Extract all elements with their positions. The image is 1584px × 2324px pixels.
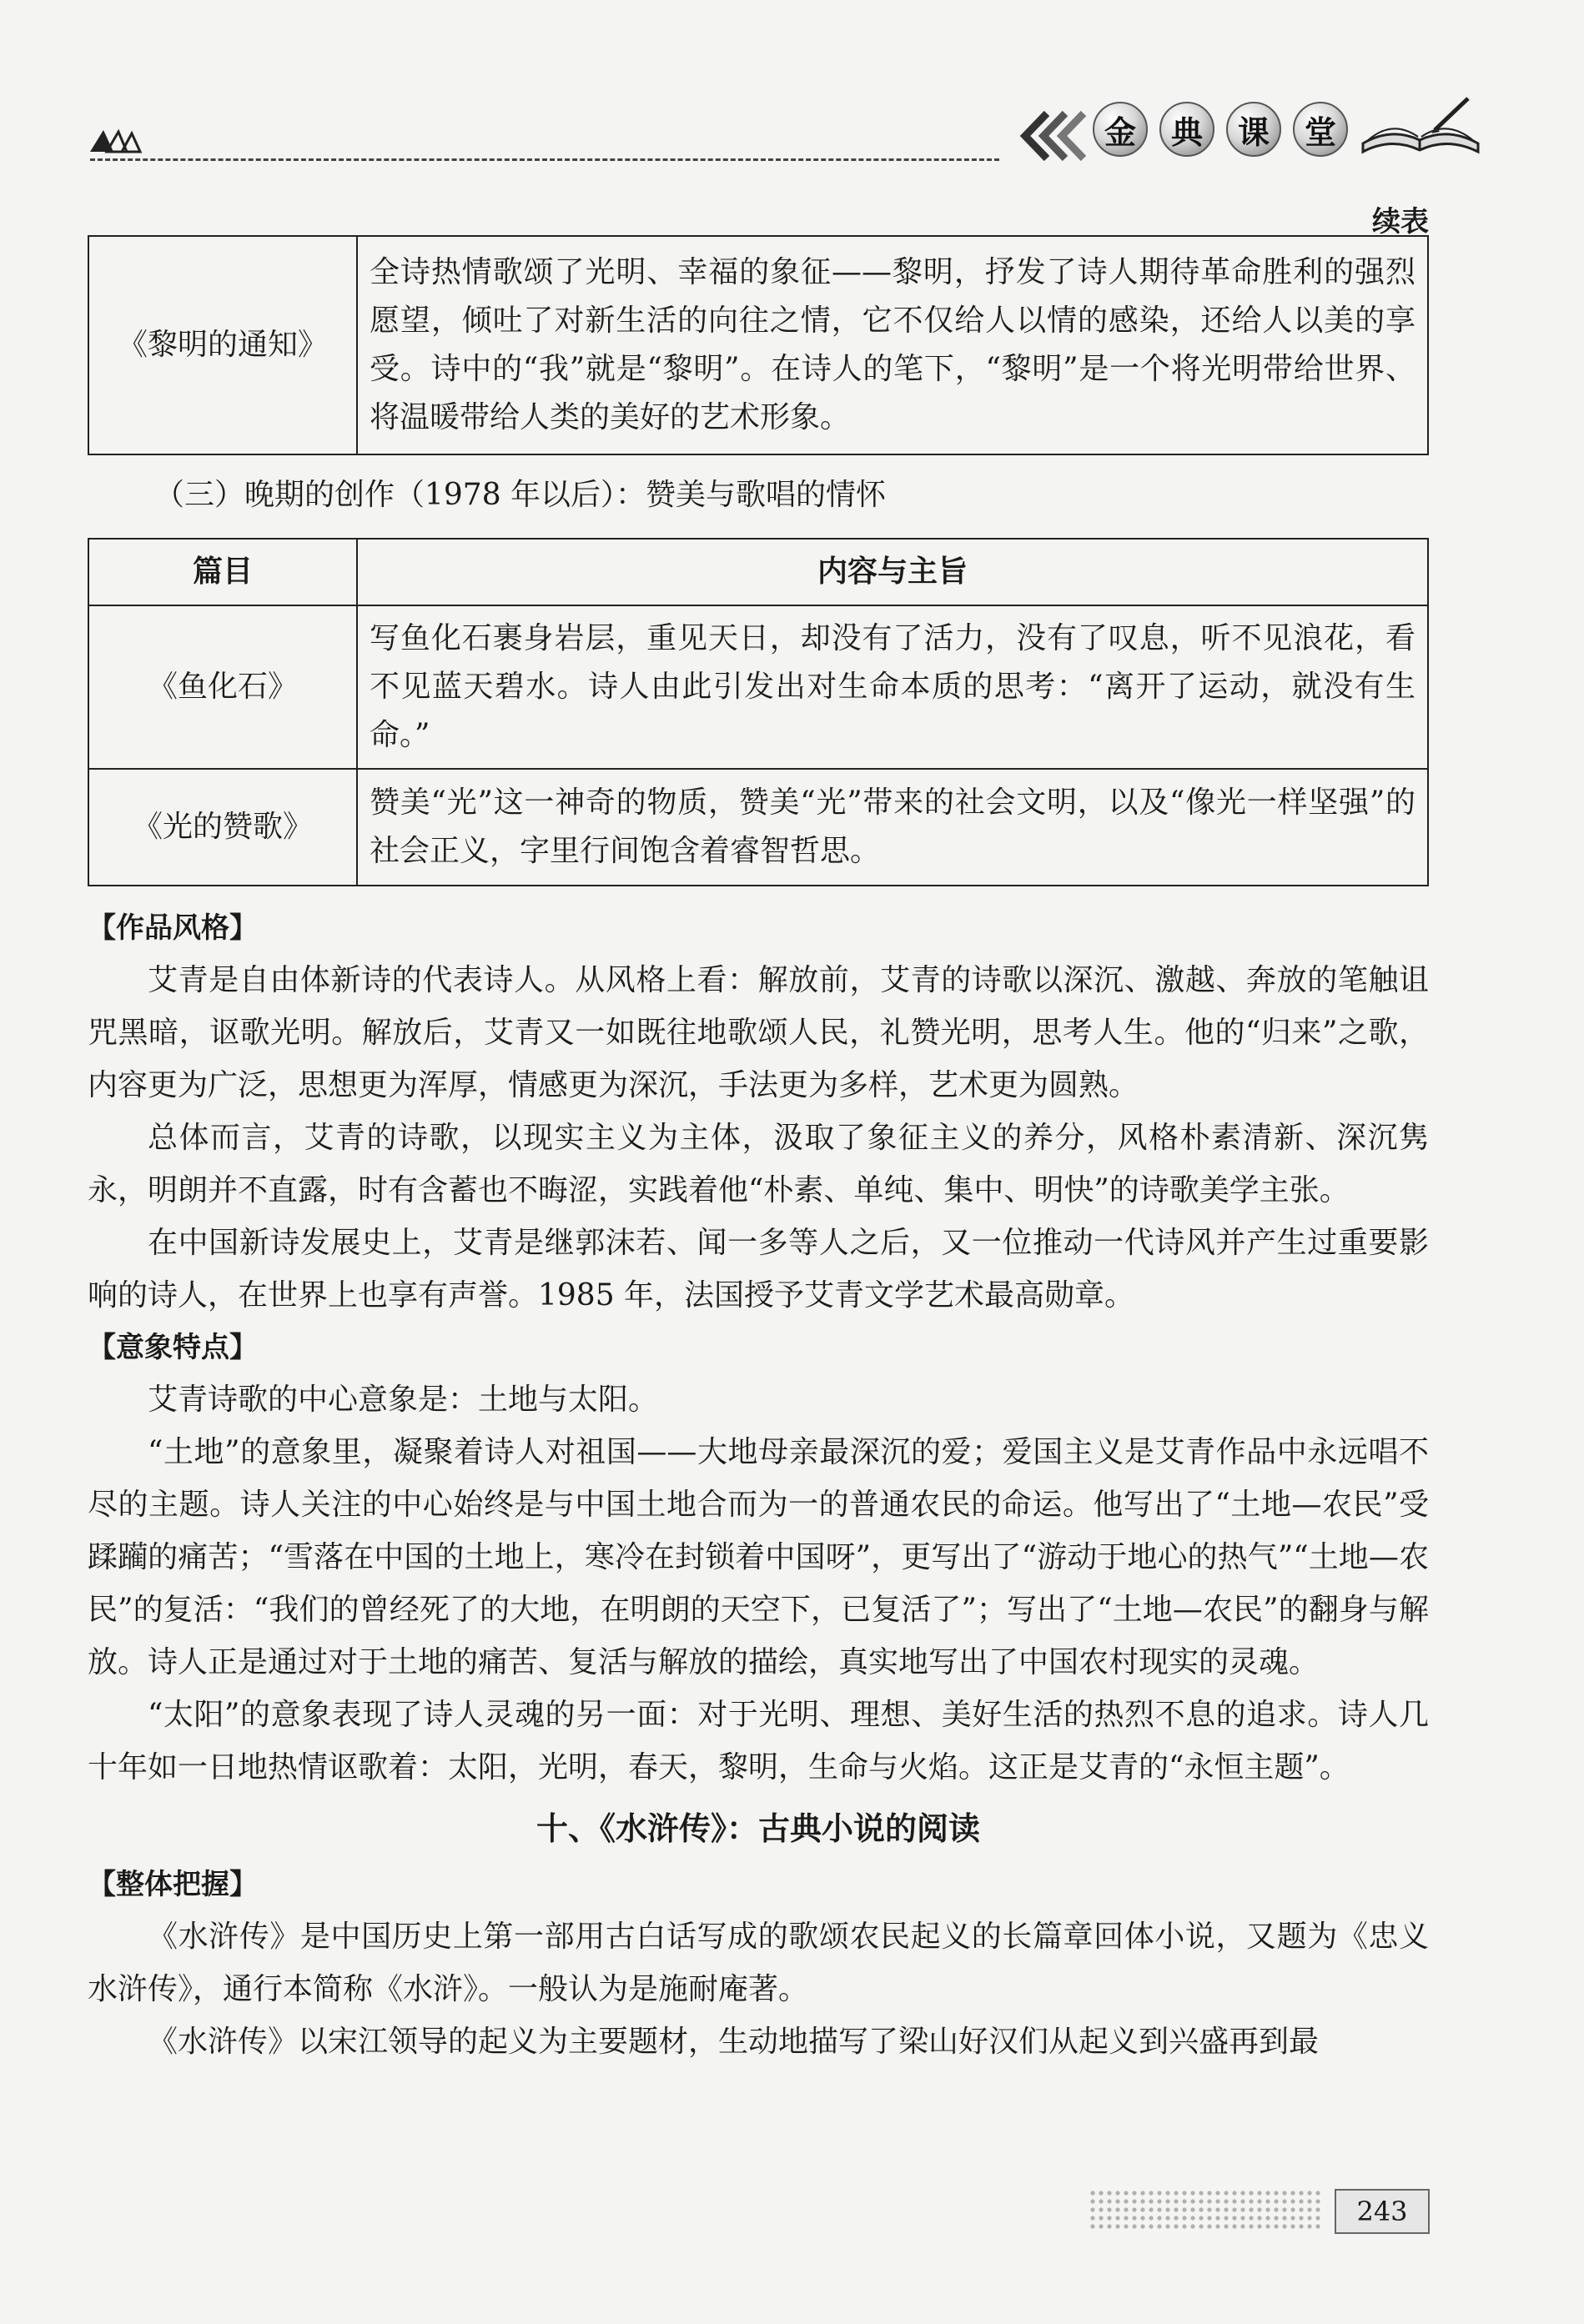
main-content <box>88 902 1429 2068</box>
section-heading-imagery: 【意象特点】 <box>88 1331 258 1364</box>
table-row <box>88 769 1428 886</box>
header-title-char: 典 <box>1159 102 1214 157</box>
table-header-title: 篇目 <box>88 539 357 605</box>
header-title-char: 金 <box>1093 102 1148 157</box>
table-row <box>88 605 1428 769</box>
paragraph: 总体而言，艾青的诗歌，以现实主义为主体，汲取了象征主义的养分，风格朴素清新、深沉隽永，明朗并不直露，时有含蓄也不晦涩，实践着他“朴素、单纯、集中、明快”的诗歌美学主张。 <box>88 1121 1429 1207</box>
continued-label: 续表 <box>1372 205 1429 238</box>
paragraph: 艾青是自由体新诗的代表诗人。从风格上看：解放前，艾青的诗歌以深沉、激越、奔放的笔触诅咒黑暗，讴歌光明。解放后，艾青又一如既往地歌颂人民，礼赞光明，思考人生。他的“归来”之歌，内容更为广泛，思想更为浑厚，情感更为深沉，手法更为多样，艺术更为圆熟。 <box>88 963 1429 1102</box>
table-cell-title: 《黎明的通知》 <box>88 236 357 454</box>
header-title-char: 课 <box>1226 102 1281 157</box>
open-book-pen-icon <box>1358 93 1483 160</box>
paragraph: 艾青诗歌的中心意象是：土地与太阳。 <box>148 1383 659 1417</box>
table-cell-content: 赞美“光”这一神奇的物质，赞美“光”带来的社会文明，以及“像光一样坚强”的社会正义，字里行间饱含着睿智哲思。 <box>357 769 1428 886</box>
table-row <box>88 236 1428 454</box>
paragraph: “太阳”的意象表现了诗人灵魂的另一面：对于光明、理想、美好生活的热烈不息的追求。诗人几十年如一日地热情讴歌着：太阳，光明，春天，黎明，生命与火焰。这正是艾青的“永恒主题”。 <box>88 1698 1429 1784</box>
table-late-works <box>88 538 1429 886</box>
paragraph: 《水浒传》是中国历史上第一部用古白话写成的歌颂农民起义的长篇章回体小说，又题为《忠义水浒传》，通行本简称《水浒》。一般认为是施耐庵著。 <box>88 1920 1429 2006</box>
paragraph: 《水浒传》以宋江领导的起义为主要题材，生动地描写了梁山好汉们从起义到兴盛再到最 <box>148 2025 1320 2059</box>
section-heading-overview: 【整体把握】 <box>88 1868 258 1901</box>
header-divider <box>90 158 999 161</box>
table-cell-content: 写鱼化石裹身岩层，重见天日，却没有了活力，没有了叹息，听不见浪花，看不见蓝天碧水。诗人由此引发出对生命本质的思考：“离开了运动，就没有生命。” <box>357 605 1428 769</box>
late-period-heading: （三）晚期的创作（1978 年以后）：赞美与歌唱的情怀 <box>154 478 887 512</box>
header-title <box>1093 102 1348 157</box>
header-title-char: 堂 <box>1293 102 1348 157</box>
table-cell-title: 《鱼化石》 <box>88 605 357 769</box>
table-continued <box>88 235 1429 455</box>
header-triangles-icon <box>90 125 148 153</box>
table-cell-title: 《光的赞歌》 <box>88 769 357 886</box>
paragraph: “土地”的意象里，凝聚着诗人对祖国——大地母亲最深沉的爱；爱国主义是艾青作品中永远唱不尽的主题。诗人关注的中心始终是与中国土地合而为一的普通农民的命运。他写出了“土地—农民”受蹂躏的痛苦；“雪落在中国的土地上，寒冷在封锁着中国呀”，更写出了“游动于地心的热气”“土地—农民”的复活：“我们的曾经死了的大地，在明朗的天空下，已复活了”；写出了“土地—农民”的翻身与解放。诗人正是通过对于土地的痛苦、复活与解放的描绘，真实地写出了中国农村现实的灵魂。 <box>88 1435 1429 1679</box>
paragraph: 在中国新诗发展史上，艾青是继郭沫若、闻一多等人之后，又一位推动一代诗风并产生过重要影响的诗人，在世界上也享有声誉。1985 年，法国授予艾青文学艺术最高勋章。 <box>88 1226 1429 1313</box>
chapter-title: 十、《水浒传》：古典小说的阅读 <box>536 1810 980 1847</box>
table-cell-content: 全诗热情歌颂了光明、幸福的象征——黎明，抒发了诗人期待革命胜利的强烈愿望，倾吐了对新生活的向往之情，它不仅给人以情的感染，还给人以美的享受。诗中的“我”就是“黎明”。在诗人的笔下，“黎明”是一个将光明带给世界、将温暖带给人类的美好的艺术形象。 <box>357 236 1428 454</box>
page-number: 243 <box>1335 2189 1430 2234</box>
table-header-content: 内容与主旨 <box>357 539 1428 605</box>
table-header-row <box>88 539 1428 605</box>
footer-dots-decoration <box>1089 2189 1322 2231</box>
section-heading-style: 【作品风格】 <box>88 911 258 945</box>
header-chevrons-icon <box>1013 107 1089 165</box>
